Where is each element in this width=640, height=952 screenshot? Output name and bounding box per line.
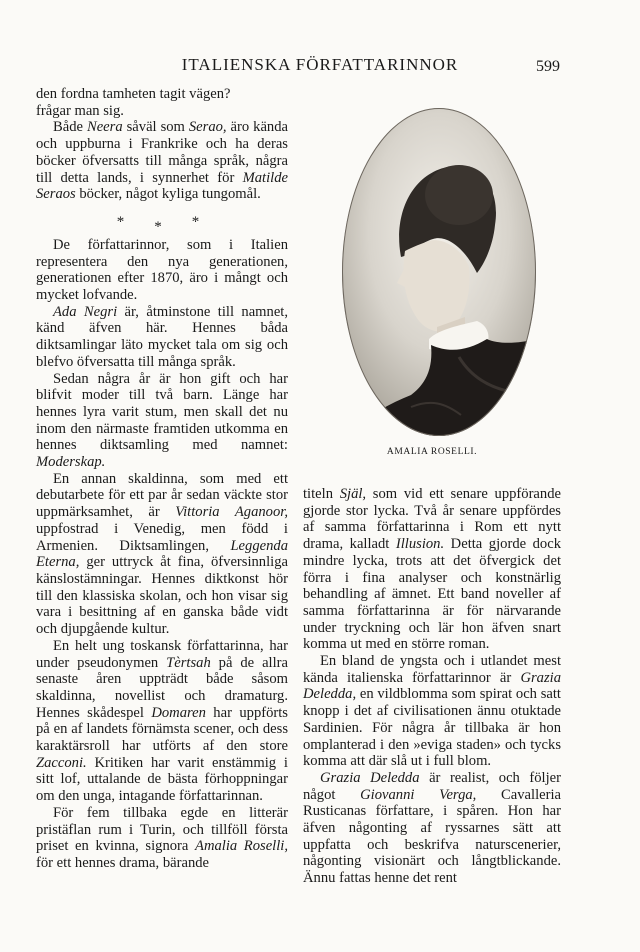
paragraph-grazia-deledda-intro: En bland de yngsta och i utlandet mest kända italienska författarinnor är Grazia Deledda, en vildblomma som spirat och satt knopp i det af civilisationen ännu otuktade Sardinien. För några år tillbaka är hon omplanterad i den »eviga staden» och tycks komma att där slå ut i full blom. <box>303 653 561 770</box>
figure-caption: AMALIA ROSELLI. <box>386 447 478 457</box>
name-ada-negri: Ada Negri <box>53 303 118 320</box>
name-serao: Serao, <box>188 119 227 136</box>
title-sjal: Själ, <box>339 486 367 502</box>
paragraph-neera-serao: Både Neera såväl som Serao, äro kända och uppburna i Frankrike och ha deras böcker öfversatts till många språk, några till detta lands, i synnerhet för Matilde Seraos böcker, något kyliga tungomål. <box>36 119 289 203</box>
paragraph-vittoria-aganoor: En annan skaldinna, som med ett debutarbete för ett par år sedan väckte stor uppmärksamhet, är Vittoria Aganoor, uppfostrad i Venedig, men född i Armenien. Diktsamlingen, Leggenda Eterna, ger uttryck åt fina, öfversinnliga känslostämningar. Hennes diktkonst hör till den klassiska skolan, och hon visar sig vara i besittning af en ganska både vidt och djupgående kultur. <box>36 470 288 638</box>
name-amalia-roselli: Amalia Roselli, <box>195 838 288 855</box>
name-vittoria-aganoor: Vittoria Aganoor, <box>175 504 288 521</box>
paragraph-tertsah: En helt ung toskansk författarinna, har under pseudonymen Tèrtsah på de allra senaste åren uppträdt både såsom skaldinna, novellist och dramaturg. Hennes skådespel Domaren har uppförts på en af landets förnämsta scener, och dess karaktärsroll har utförts af den store Zacconi. Kritiken har varit enstämmig i sitt lof, uttalande de bästa förhoppningar om den unga, intagande författarinnan. <box>36 637 288 805</box>
page-number: 599 <box>536 58 560 75</box>
paragraph-grazia-deledda-realist: Grazia Deledda är realist, och följer något Giovanni Verga, Cavalleria Rusticanas författare, i spåren. Hon har äfven någonting af ryssarnes sätt att uppfatta och beskrifva naturscenerier, någonting visionärt och långtblickande. Ännu fattas henne det rent <box>303 769 561 887</box>
paragraph-ada-negri: Ada Negri är, åtminstone till namnet, känd äfven här. Hennes båda diktsamlingar läto mycket tala om sig och blefvo öfversatta till många språk. <box>36 303 289 370</box>
name-grazia-deledda-2: Grazia Deledda <box>320 769 420 786</box>
left-column <box>36 86 288 872</box>
paragraph-continued: den fordna tamheten tagit vägen? frågar man sig. <box>36 86 231 119</box>
name-tertsah: Tèrtsah <box>166 654 211 671</box>
paragraph-moderskap: Sedan några år är hon gift och har blifvit moder till två barn. Länge har hennes lyra varit stum, men skall det nu inom den närmaste framtiden utkomma en hennes diktsamling med namnet: Moderskap. <box>36 370 288 471</box>
title-leggenda-eterna: Leggenda Eterna, <box>36 537 288 571</box>
right-column <box>303 486 561 887</box>
paragraph-new-generation: De författarinnor, som i Italien representera den nya generationen, generationen efter 1870, äro i mångt och mycket lofvande. <box>36 236 288 304</box>
running-title: ITALIENSKA FÖRFATTARINNOR <box>181 55 459 74</box>
name-neera: Neera <box>86 119 123 136</box>
portrait-amalia-roselli <box>341 107 537 437</box>
title-illusion: Illusion. <box>395 536 445 553</box>
title-moderskap: Moderskap. <box>36 454 106 471</box>
name-giovanni-verga: Giovanni Verga, <box>360 786 477 803</box>
name-matilde-serao: Matilde Seraos <box>36 169 288 203</box>
name-grazia-deledda: Grazia Deledda, <box>303 669 561 703</box>
name-zacconi: Zacconi. <box>36 754 87 771</box>
section-divider-asterisks: *** <box>116 213 230 235</box>
paragraph-sjal-illusion: titeln Själ, som vid ett senare uppförande gjorde stor lycka. Två år senare uppfördes af samma författarinna i Rom ett nytt drama, kalladt Illusion. Detta gjorde dock mindre lycka, trots att det öfvergick det förra i fina analyser och konstnärlig behandling af ämnet. Ett band noveller af samma författarinna är för närvarande under tryckning och lär hon äfven snart komma ut med en större roman. <box>303 486 561 653</box>
title-domaren: Domaren <box>151 704 206 721</box>
paragraph-amalia-roselli: För fem tillbaka egde en litterär pristäflan rum i Turin, och tillföll första priset en kvinna, signora Amalia Roselli, för ett hennes drama, bärande <box>36 804 288 871</box>
